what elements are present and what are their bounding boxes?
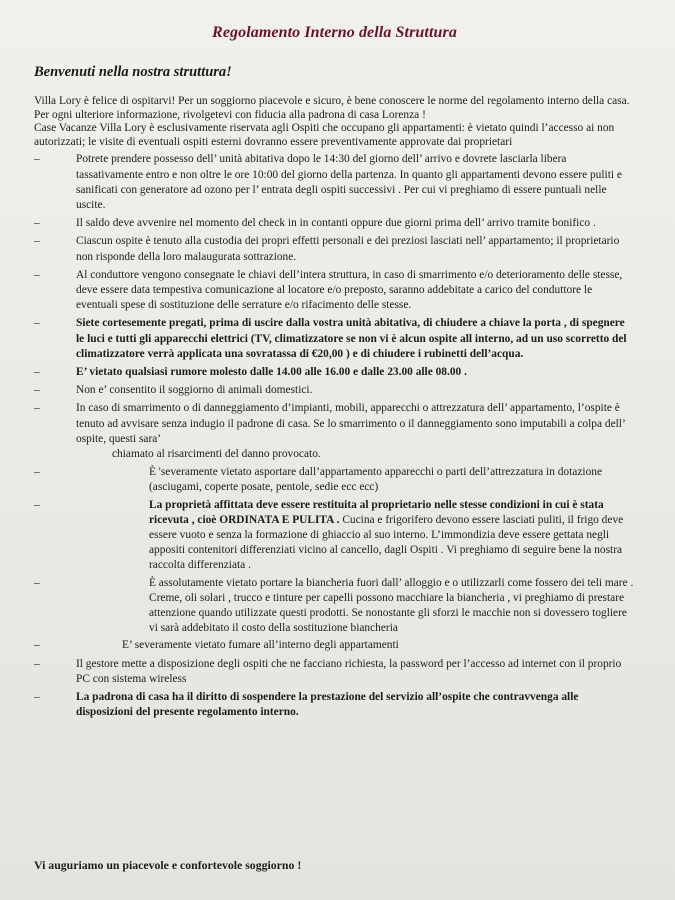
rule-text: La padrona di casa ha il diritto di sospendere la prestazione del servizio all’ospite che contravvenga alle disposizioni del presente regolamento interno.	[76, 691, 579, 719]
rule-item	[34, 316, 635, 362]
rule-item	[34, 365, 635, 380]
dash-marker: –	[34, 153, 40, 166]
page-title: Regolamento Interno della Struttura	[212, 24, 457, 41]
dash-marker: –	[34, 217, 40, 230]
rule-item	[34, 465, 635, 495]
rule-item	[34, 657, 635, 687]
intro-paragraph: Case Vacanze Villa Lory è esclusivamente riservata agli Ospiti che occupano gli appartamenti: è vietato quindi l’accesso ai non autorizzati; le visite di eventuali ospiti esterni dovranno essere preventivamente approvate dai proprietari	[34, 122, 615, 148]
welcome-heading: Benvenuti nella nostra struttura!	[34, 64, 232, 80]
rule-text: In caso di smarrimento o di danneggiamento d’impianti, mobili, apparecchi o attrezzatura dell’ appartamento, l’ospite è tenuto ad avvisare senza indugio il padrone di casa. Se lo smarrimento o il danneggiamento sono imputabili a colpa dell’ ospite, questi sara’	[76, 402, 625, 445]
dash-marker: –	[34, 498, 40, 511]
rule-item	[34, 401, 635, 462]
rule-item	[34, 576, 635, 637]
dash-marker: –	[34, 317, 40, 330]
rule-text: Al conduttore vengono consegnate le chiavi dell’intera struttura, in caso di smarrimento e/o deterioramento delle stesse, deve essere data tempestiva comunicazione al locatore e/o preposto, saranno addebitate a carico del conduttore le eventuali spese di sostituzione delle serrature e/o rifacimento delle stesse.	[76, 268, 623, 312]
dash-marker: –	[34, 268, 40, 281]
rule-item	[34, 234, 635, 264]
dash-marker: –	[34, 639, 40, 652]
dash-marker: –	[34, 657, 40, 670]
dash-marker: –	[34, 576, 40, 589]
rule-item	[34, 383, 635, 398]
dash-marker: –	[34, 235, 40, 248]
rule-text: Non e’ consentito il soggiorno di animali domestici.	[76, 384, 313, 397]
dash-marker: –	[34, 466, 40, 479]
rule-text: E’ severamente vietato fumare all’interno degli appartamenti	[122, 639, 399, 652]
rule-item	[34, 268, 635, 314]
rule-text: Potrete prendere possesso dell’ unità abitativa dopo le 14:30 del giorno dell’ arrivo e dovrete lasciarla libera tassativamente entro e non oltre le ore 10:00 del giorno della partenza. In quanto gli appartamenti devono essere puliti e sanificati con generatore ad ozono per l’ entrata degli ospiti successivi . Per cui vi preghiamo di essere puntuali nelle uscite.	[76, 153, 622, 211]
dash-marker: –	[34, 384, 40, 397]
dash-marker: –	[34, 691, 40, 704]
rule-text: Ciascun ospite è tenuto alla custodia dei propri effetti personali e dei preziosi lasciati nell’ appartamento; il proprietario non risponde della loro malaugurata sottrazione.	[76, 235, 620, 263]
rule-text-bold: La proprietà affittata deve essere restituita al proprietario nelle stesse condizioni in cui è stata ricevuta , cioè ORDINATA E PULITA .	[149, 498, 604, 526]
rules-list	[34, 152, 635, 720]
rule-item	[34, 638, 635, 653]
rule-text: È 'severamente vietato asportare dall’appartamento apparecchi o parti dell’attrezzatura in dotazione (asciugami, coperte posate, pentole, sedie ecc ecc)	[149, 466, 603, 494]
rule-item	[34, 690, 635, 720]
rule-text: Il gestore mette a disposizione degli ospiti che ne facciano richiesta, la password per l’accesso ad internet con il proprio PC con sistema wireless	[76, 657, 622, 685]
rule-text: E’ vietato qualsiasi rumore molesto dalle 14.00 alle 16.00 e dalle 23.00 alle 08.00 .	[76, 366, 467, 379]
intro-paragraph: Villa Lory è felice di ospitarvi! Per un soggiorno piacevole e sicuro, è bene conoscere le norme del regolamento interno della casa. Per ogni ulteriore informazione, rivolgetevi con fiducia alla padrona di casa Lorenza !	[34, 95, 630, 121]
rule-text: Cucina e frigorifero devono essere lasciati puliti, il frigo deve essere vuoto e senza la formazione di ghiaccio al suo interno. L’immondizia deve essere gettata negli appositi contenitori differenziati vicino al cancello, dagli Ospiti . Vi preghiamo di seguire bene la nostra raccolta differenziata .	[149, 513, 624, 572]
rule-text: È assolutamente vietato portare la biancheria fuori dall’ alloggio e o utilizzarli come fossero dei teli mare . Creme, oli solari , trucco e tinture per capelli possono macchiare la biancheria , vi preghiamo di prestare attenzione quando utilizzate questi prodotti. Se nonostante gli sforzi le macchie non si dovessero togliere vi sarà addebitato il costo della sostituzione biancheria	[149, 576, 634, 635]
closing-line: Vi auguriamo un piacevole e confortevole soggiorno !	[34, 858, 302, 872]
rule-text: Il saldo deve avvenire nel momento del check in in contanti oppure due giorni prima dell’ arrivo tramite bonifico .	[76, 217, 596, 230]
intro-section	[34, 95, 635, 149]
rule-text-continuation: chiamato al risarcimenti del danno provocato.	[112, 448, 321, 461]
rule-item	[34, 498, 635, 574]
dash-marker: –	[34, 366, 40, 379]
dash-marker: –	[34, 402, 40, 415]
rule-item	[34, 152, 635, 213]
rule-item	[34, 216, 635, 231]
rule-text: Siete cortesemente pregati, prima di uscire dalla vostra unità abitativa, di chiudere a chiave la porta , di spegnere le luci e tutti gli apparecchi elettrici (TV, climatizzatore se non vi è alcun ospite all interno, ad un uso scorretto del climatizzatore verrà applicata una sovratassa di €20,00 ) e di chiudere i rubinetti dell’acqua.	[76, 317, 627, 360]
